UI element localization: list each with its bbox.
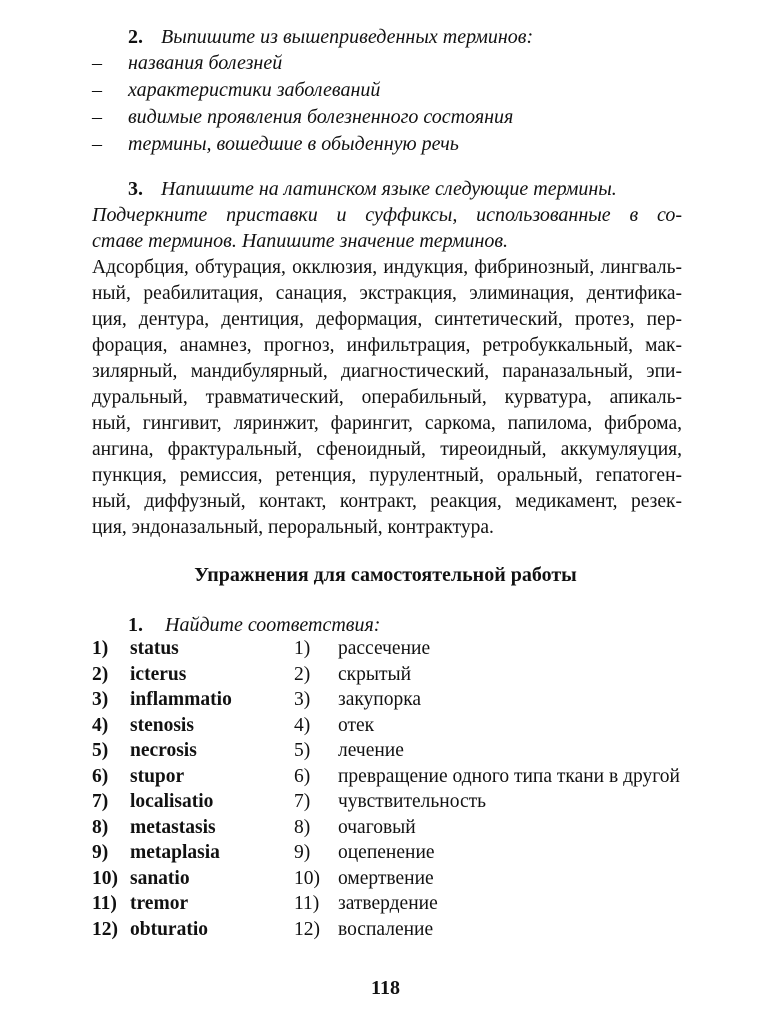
instruction-line: ставе терминов. Напишите значение терминов.: [92, 230, 509, 252]
terms-line: ный, диффузный, контакт, контракт, реакция, медикамент, резек-: [92, 491, 682, 512]
exercise-2-number: 2.: [128, 26, 143, 48]
russian-term: скрытый: [338, 663, 412, 685]
terms-line: ангина, фрактуральный, сфеноидный, тиреоидный, аккумуляуция,: [92, 439, 682, 460]
terms-line: дуральный, травматический, операбильный, курватура, апикаль-: [92, 387, 682, 408]
list-item-text: видимые проявления болезненного состояния: [128, 106, 514, 128]
instruction-line: [92, 176, 682, 202]
terms-line: ция, эндоназальный, пероральный, контрактура.: [92, 517, 494, 538]
left-number: 12): [92, 918, 118, 940]
russian-term: лечение: [338, 740, 404, 761]
russian-term: оцепенение: [338, 842, 435, 863]
latin-term: obturatio: [130, 918, 208, 940]
latin-term: stenosis: [130, 714, 194, 736]
right-number: 2): [294, 663, 311, 685]
exercise-2-title: Выпишите из вышеприведенных терминов:: [161, 26, 534, 48]
right-number: 5): [294, 740, 311, 761]
terms-line: ный, реабилитация, санация, экстракция, элиминация, дентифика-: [92, 283, 682, 304]
latin-term: icterus: [130, 663, 187, 685]
left-number: 9): [92, 842, 109, 863]
latin-term: inflammatio: [130, 689, 232, 710]
right-number: 3): [294, 689, 311, 710]
exercise-match-heading: [128, 612, 380, 638]
russian-term: очаговый: [338, 816, 416, 838]
exercise-3-terms: [92, 255, 682, 541]
left-number: 5): [92, 740, 109, 761]
russian-term: чувствительность: [338, 791, 487, 812]
right-number: 4): [294, 714, 311, 736]
latin-term: metastasis: [130, 816, 216, 838]
left-number: 2): [92, 663, 109, 685]
left-number: 1): [92, 638, 109, 659]
latin-term: tremor: [130, 893, 189, 914]
left-number: 7): [92, 791, 109, 812]
list-dash: –: [92, 79, 102, 101]
list-item-text: термины, вошедшие в обыденную речь: [128, 133, 459, 155]
exercise-match-number: 1.: [128, 614, 143, 636]
left-number: 10): [92, 867, 118, 889]
exercise-match-title: Найдите соответствия:: [165, 614, 381, 636]
russian-term: омертвение: [338, 867, 434, 889]
list-dash: –: [92, 133, 102, 155]
left-number: 6): [92, 765, 109, 787]
russian-term: воспаление: [338, 918, 434, 940]
latin-term: localisatio: [130, 791, 214, 812]
right-number: 12): [294, 918, 320, 940]
page-number: 118: [371, 977, 400, 999]
left-number: 8): [92, 816, 109, 838]
terms-line: ция, дентура, дентиция, деформация, синтетический, протез, пер-: [92, 309, 682, 330]
list-dash: –: [92, 106, 102, 128]
latin-term: metaplasia: [130, 842, 220, 863]
russian-term: затвердение: [338, 893, 438, 914]
exercise-3-instruction: [92, 176, 682, 254]
russian-term: рассечение: [338, 638, 431, 659]
exercise-2-heading: [128, 24, 533, 50]
russian-term: закупорка: [338, 689, 422, 710]
list-item-text: характеристики заболеваний: [128, 79, 381, 101]
left-number: 4): [92, 714, 109, 736]
latin-term: necrosis: [130, 740, 197, 761]
terms-line: форация, анамнез, прогноз, инфильтрация, ретробуккальный, мак-: [92, 335, 682, 356]
terms-line: Адсорбция, обтурация, окклюзия, индукция, фибринозный, лингваль-: [92, 257, 682, 278]
instruction-line: Подчеркните приставки и суффиксы, использованные в со-: [92, 204, 682, 226]
instruction-text: Напишите на латинском языке следующие термины.: [161, 178, 617, 200]
right-number: 7): [294, 791, 311, 812]
left-number: 3): [92, 689, 109, 710]
right-number: 1): [294, 638, 311, 659]
exercise-3-number: 3.: [128, 178, 143, 200]
right-number: 11): [294, 893, 320, 914]
terms-line: зилярный, мандибулярный, диагностический, параназальный, эпи-: [92, 361, 682, 382]
terms-line: ный, гингивит, ляринжит, фарингит, саркома, папилома, фиброма,: [92, 413, 682, 434]
right-number: 9): [294, 842, 311, 863]
list-dash: –: [92, 52, 102, 74]
russian-term: отек: [338, 714, 375, 736]
latin-term: sanatio: [130, 867, 190, 889]
latin-term: stupor: [130, 765, 185, 787]
terms-line: пункция, ремиссия, ретенция, пурулентный, оральный, гепатоген-: [92, 465, 682, 486]
right-number: 8): [294, 816, 311, 838]
left-number: 11): [92, 893, 117, 914]
right-number: 6): [294, 765, 311, 787]
list-item-text: названия болезней: [128, 52, 283, 74]
russian-term: превращение одного типа ткани в другой: [338, 765, 680, 787]
right-number: 10): [294, 867, 320, 889]
latin-term: status: [130, 638, 179, 659]
section-title: Упражнения для самостоятельной работы: [194, 564, 577, 586]
